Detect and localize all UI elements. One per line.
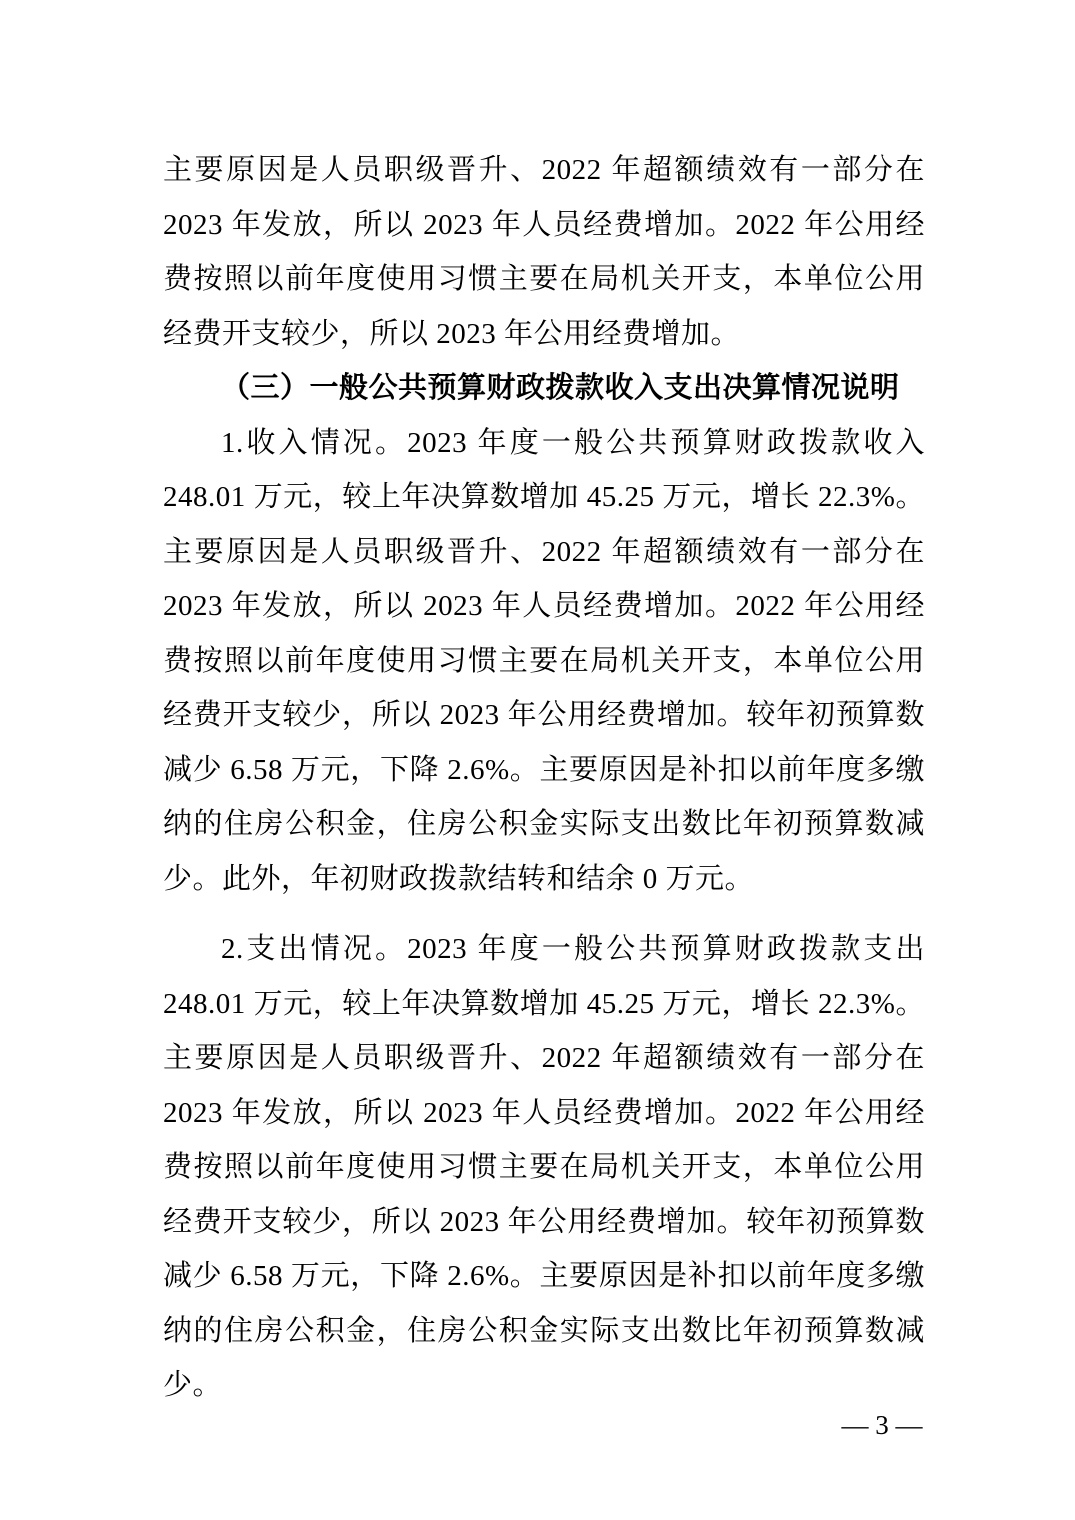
paragraph-continuation: 主要原因是人员职级晋升、2022 年超额绩效有一部分在 2023 年发放，所以 2023 年人员经费增加。2022 年公用经费按照以前年度使用习惯主要在局机关开支，本单位公用经费开支较少，所以 2023 年公用经费增加。 — [163, 154, 925, 350]
paragraph-income: 1.收入情况。2023 年度一般公共预算财政拨款收入 248.01 万元，较上年决算数增加 45.25 万元，增长 22.3%。主要原因是人员职级晋升、2022 年超额绩效有一部分在 2023 年发放，所以 2023 年人员经费增加。2022 年公用经费按照以前年度使用习惯主要在局机关开支，本单位公用经费开支较少，所以 2023 年公用经费增加。较年初预算数减少 6.58 万元，下降 2.6%。主要原因是补扣以前年度多缴纳的住房公积金，住房公积金实际支出数比年初预算数减少。此外，年初财政拨款结转和结余 0 万元。 — [163, 426, 925, 895]
page-number: — 3 — — [841, 1410, 923, 1440]
document-text-block — [163, 143, 925, 1413]
section-heading: （三）一般公共预算财政拨款收入支出决算情况说明 — [221, 372, 900, 404]
paragraph-expenditure: 2.支出情况。2023 年度一般公共预算财政拨款支出 248.01 万元，较上年决算数增加 45.25 万元，增长 22.3%。主要原因是人员职级晋升、2022 年超额绩效有一部分在 2023 年发放，所以 2023 年人员经费增加。2022 年公用经费按照以前年度使用习惯主要在局机关开支，本单位公用经费开支较少，所以 2023 年公用经费增加。较年初预算数减少 6.58 万元，下降 2.6%。主要原因是补扣以前年度多缴纳的住房公积金，住房公积金实际支出数比年初预算数减少。 — [163, 933, 925, 1401]
